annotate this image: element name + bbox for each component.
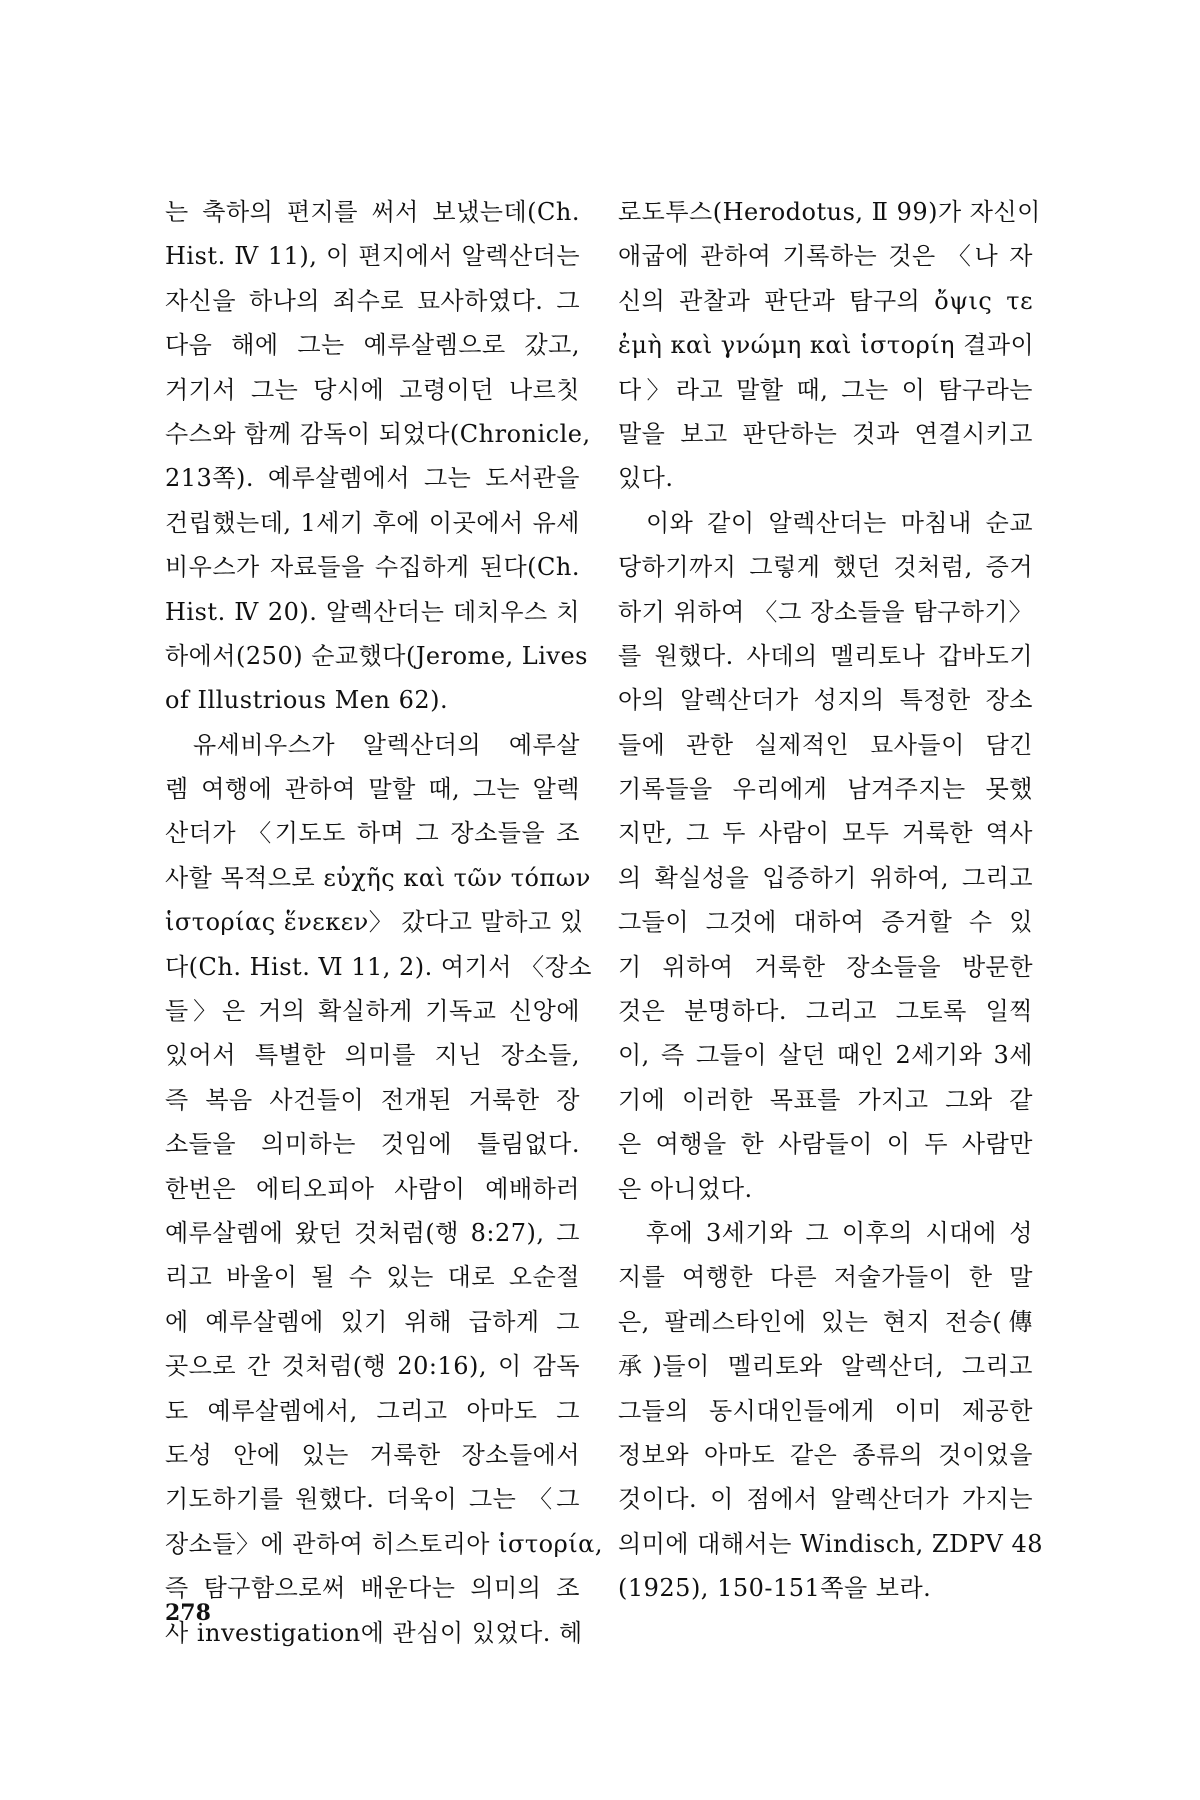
- text-line: ἱστορίας ἕνεκεν〉 갔다고 말하고 있: [165, 908, 584, 937]
- text-line: 지만, 그 두 사람이 모두 거룩한 역사: [618, 819, 1033, 848]
- text-line: 있다.: [618, 464, 674, 493]
- text-line: 리고 바울이 될 수 있는 대로 오순절: [165, 1263, 580, 1292]
- text-line: 곳으로 간 것처럼(행 20:16), 이 감독: [165, 1352, 580, 1381]
- text-line: 은, 팔레스타인에 있는 현지 전승(傳: [618, 1307, 1033, 1336]
- text-line: 애굽에 관하여 기록하는 것은 〈나 자: [618, 242, 1033, 271]
- text-line: 한번은 에티오피아 사람이 예배하러: [165, 1174, 580, 1203]
- text-line: 수스와 함께 감독이 되었다(Chronicle,: [165, 419, 591, 448]
- text-line: 소들을 의미하는 것임에 틀림없다.: [165, 1130, 580, 1159]
- text-line: 렘 여행에 관하여 말할 때, 그는 알렉: [165, 775, 580, 804]
- left-text-column: [165, 190, 603, 1655]
- text-line: 은 여행을 한 사람들이 이 두 사람만: [618, 1130, 1033, 1159]
- text-line: 당하기까지 그렇게 했던 것처럼, 증거: [618, 553, 1033, 582]
- text-line: (1925), 150-151쪽을 보라.: [618, 1574, 932, 1603]
- text-line: 은 아니었다.: [618, 1174, 753, 1203]
- text-line: 지를 여행한 다른 저술가들이 한 말: [618, 1263, 1033, 1292]
- text-line: 산더가 〈기도도 하며 그 장소들을 조: [165, 819, 580, 848]
- right-text-column: [618, 190, 1044, 1611]
- text-line: 아의 알렉산더가 성지의 특정한 장소: [618, 686, 1033, 715]
- text-line: 기 위하여 거룩한 장소들을 방문한: [618, 952, 1033, 981]
- text-line: 에 예루살렘에 있기 위해 급하게 그: [165, 1307, 580, 1336]
- text-line: 하에서(250) 순교했다(Jerome, Lives: [165, 641, 588, 670]
- text-line: 로도투스(Herodotus, Ⅱ 99)가 자신이: [618, 198, 1041, 226]
- text-line: 것이다. 이 점에서 알렉산더가 가지는: [618, 1485, 1033, 1514]
- text-line: 다〉라고 말할 때, 그는 이 탐구라는: [618, 375, 1033, 404]
- text-line: 를 원했다. 사데의 멜리토나 갑바도기: [618, 641, 1033, 670]
- text-line: 자신을 하나의 죄수로 묘사하였다. 그: [165, 286, 580, 315]
- text-line: 이, 즉 그들이 살던 때인 2세기와 3세: [618, 1041, 1033, 1070]
- text-line: 213쪽). 예루살렘에서 그는 도서관을: [165, 464, 580, 493]
- text-line: 들에 관한 실제적인 묘사들이 담긴: [618, 730, 1033, 759]
- text-line: 이와 같이 알렉산더는 마침내 순교: [646, 508, 1033, 537]
- text-line: 정보와 아마도 같은 종류의 것이었을: [618, 1440, 1033, 1469]
- text-line: 承)들이 멜리토와 알렉산더, 그리고: [618, 1352, 1033, 1381]
- text-line: 들〉은 거의 확실하게 기독교 신앙에: [165, 997, 580, 1026]
- text-line: 후에 3세기와 그 이후의 시대에 성: [646, 1218, 1033, 1247]
- text-line: 사 investigation에 관심이 있었다. 헤: [165, 1618, 583, 1647]
- text-line: 다(Ch. Hist. Ⅵ 11, 2). 여기서 〈장소: [165, 952, 592, 981]
- text-line: 있어서 특별한 의미를 지닌 장소들,: [165, 1041, 580, 1070]
- text-line: 는 축하의 편지를 써서 보냈는데(Ch.: [165, 198, 580, 226]
- text-line: 건립했는데, 1세기 후에 이곳에서 유세: [165, 508, 580, 537]
- text-line: of Illustrious Men 62).: [165, 686, 449, 715]
- text-line: 의 확실성을 입증하기 위하여, 그리고: [618, 863, 1033, 892]
- text-line: 비우스가 자료들을 수집하게 된다(Ch.: [165, 553, 580, 582]
- text-line: 사할 목적으로 εὐχῆς καὶ τῶν τόπων: [165, 863, 591, 892]
- page-number: 278: [165, 1600, 211, 1626]
- text-line: 다음 해에 그는 예루살렘으로 갔고,: [165, 331, 580, 360]
- text-line: Hist. Ⅳ 11), 이 편지에서 알렉산더는: [165, 242, 580, 271]
- text-line: 말을 보고 판단하는 것과 연결시키고: [618, 419, 1033, 448]
- text-line: 그들이 그것에 대하여 증거할 수 있: [618, 908, 1033, 937]
- text-line: 도성 안에 있는 거룩한 장소들에서: [165, 1440, 580, 1469]
- text-line: 신의 관찰과 판단과 탐구의 ὄψις τε: [618, 286, 1033, 315]
- text-line: 장소들〉에 관하여 히스토리아 ἱστορία,: [165, 1529, 603, 1558]
- text-line: 하기 위하여 〈그 장소들을 탐구하기〉: [618, 597, 1033, 626]
- text-line: Hist. Ⅳ 20). 알렉산더는 데치우스 치: [165, 597, 580, 626]
- text-line: ἐμὴ καὶ γνώμη καὶ ἱστορίη 결과이: [618, 331, 1035, 360]
- text-line: 유세비우스가 알렉산더의 예루살: [193, 730, 580, 759]
- text-line: 즉 탐구함으로써 배운다는 의미의 조: [165, 1574, 580, 1603]
- text-line: 그들의 동시대인들에게 이미 제공한: [618, 1396, 1033, 1425]
- text-line: 기도하기를 원했다. 더욱이 그는 〈그: [165, 1485, 580, 1514]
- text-line: 거기서 그는 당시에 고령이던 나르칫: [165, 375, 580, 404]
- text-line: 도 예루살렘에서, 그리고 아마도 그: [165, 1396, 580, 1425]
- text-line: 것은 분명하다. 그리고 그토록 일찍: [618, 997, 1033, 1026]
- text-line: 의미에 대해서는 Windisch, ZDPV 48: [618, 1529, 1044, 1558]
- text-line: 즉 복음 사건들이 전개된 거룩한 장: [165, 1085, 580, 1114]
- text-line: 기록들을 우리에게 남겨주지는 못했: [618, 775, 1033, 804]
- text-line: 예루살렘에 왔던 것처럼(행 8:27), 그: [165, 1218, 580, 1247]
- text-line: 기에 이러한 목표를 가지고 그와 같: [618, 1085, 1033, 1114]
